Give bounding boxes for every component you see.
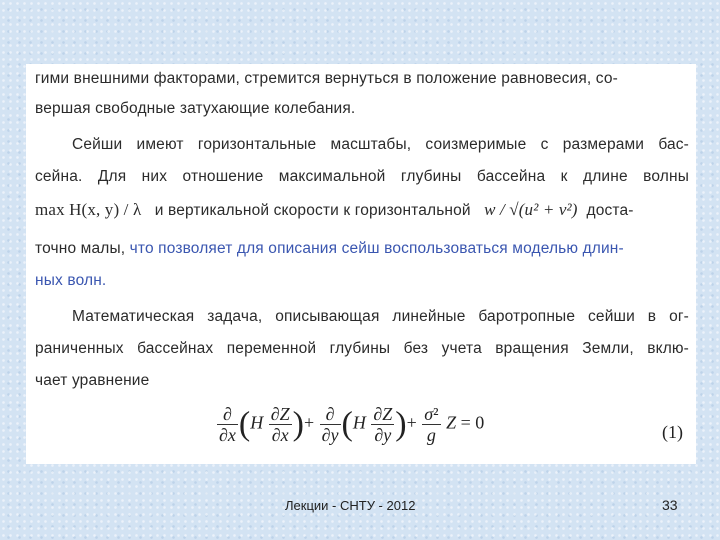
- expr-max-h-lambda: max H(x, y) / λ: [35, 200, 142, 219]
- eq-frac-dz-dx: $\frac{\partial Z}{\partial x}$: [270, 404, 290, 445]
- text-line-5-end: доста-: [586, 202, 634, 219]
- text-line-2: вершая свободные затухающие колебания.: [35, 100, 356, 117]
- text-line-5: [35, 200, 689, 220]
- eq-frac-sigma-g: $\frac{\text{σ²}}{g}$: [424, 404, 439, 445]
- text-line-7: ных волн.: [35, 272, 107, 289]
- text-line-3: Сейши имеют горизонтальные масштабы, соизмеримые с размерами бас-: [72, 136, 689, 153]
- highlighted-phrase: что позволяет для описания сейш воспользоваться моделью длин-: [129, 240, 624, 257]
- eq-frac-dz-dy: $\frac{\partial Z}{\partial y}$: [373, 404, 393, 445]
- eq-frac-d-dy: $\frac{\partial}{\partial y}$: [321, 404, 339, 445]
- expr-w-over-sqrt: w / √(u² + v²): [484, 200, 578, 219]
- text-line-4: сейна. Для них отношение максимальной глубины бассейна к длине волны: [35, 168, 689, 185]
- text-line-8: Математическая задача, описывающая линейные баротропные сейши в ог-: [72, 308, 689, 325]
- text-line-9: раниченных бассейнах переменной глубины без учета вращения Земли, вклю-: [35, 340, 689, 357]
- text-line-6-start: точно малы,: [35, 240, 126, 257]
- eq-frac-d-dx: $\frac{\partial}{\partial x}$: [219, 404, 236, 445]
- text-line-1: гими внешними факторами, стремится вернуться в положение равновесия, со-: [35, 70, 618, 87]
- equation-number: (1): [662, 422, 683, 442]
- text-line-6: [35, 240, 689, 258]
- equation-1: $\frac{\partial}{\partial x}$ (H $\frac{\partial Z}{\partial x}$ )+ $\frac{\partial}{\partial y}$ (H $\frac{\partial Z}{\partial y}$ )+ $\frac{\text{σ²}}{g}$ Z = 0: [219, 404, 485, 445]
- text-line-5-middle: и вертикальной скорости к горизонтальной: [154, 202, 471, 219]
- page-number: 33: [662, 497, 678, 513]
- text-line-10: чает уравнение: [35, 372, 150, 389]
- footer-text: Лекции - СНТУ - 2012: [285, 498, 416, 513]
- slide-content-panel: [26, 64, 696, 464]
